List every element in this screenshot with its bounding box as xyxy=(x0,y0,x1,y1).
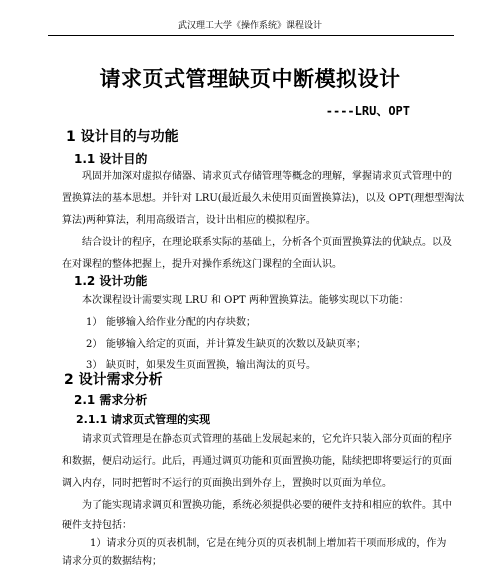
section-1-1-heading: 1.1 设计目的 xyxy=(74,152,148,166)
list-item-text: 缺页时，如果发生页面置换，输出淘汰的页号。 xyxy=(106,360,316,371)
document-subtitle: ----LRU、OPT xyxy=(325,104,410,118)
section-1-2-heading: 1.2 设计功能 xyxy=(74,274,148,288)
section-1-heading: 1 设计目的与功能 xyxy=(66,129,179,145)
section-2-1-heading: 2.1 需求分析 xyxy=(74,393,148,407)
list-item-text: 请求分页的数据结构； xyxy=(62,556,162,566)
list-item-text: 1）请求分页的页表机制，它是在纯分页的页表机制上增加若干项而形成的，作为 xyxy=(90,538,447,549)
list-item-text: 能够输入给作业分配的内存块数； xyxy=(106,317,256,328)
document-title: 请求页式管理缺页中断模拟设计 xyxy=(99,67,401,91)
list-item-number: 1） xyxy=(86,317,103,328)
paragraph-line: 结合设计的程序，在理论联系实际的基础上，分析各个页面置换算法的优缺点。以及 xyxy=(82,237,452,248)
paragraph-line: 调入内存，同时把暂时不运行的页面换出到外存上，置换时以页面为单位。 xyxy=(62,478,392,489)
paragraph-line: 硬件支持包括： xyxy=(62,520,132,531)
list-item-number: 2） xyxy=(86,339,103,350)
section-2-heading: 2 设计需求分析 xyxy=(64,372,163,388)
paragraph-line: 为了能实现请求调页和置换功能，系统必须提供必要的硬件支持和相应的软件。其中 xyxy=(82,500,452,511)
paragraph-line: 置换算法的基本思想。并针对 LRU(最近最久未使用页面置换算法)，以及 OPT(理想型淘汰 xyxy=(62,193,465,204)
list-item-text: 能够输入给定的页面，并计算发生缺页的次数以及缺页率； xyxy=(106,339,366,350)
header-rule xyxy=(48,35,454,36)
section-2-1-1-heading: 2.1.1 请求页式管理的实现 xyxy=(76,413,211,426)
paragraph-line: 在对课程的整体把握上，提升对操作系统这门课程的全面认识。 xyxy=(62,259,342,270)
paragraph-line: 本次课程设计需要实现 LRU 和 OPT 两种置换算法。能够实现以下功能： xyxy=(82,295,409,306)
paragraph-line: 算法)两种算法，利用高级语言，设计出相应的模拟程序。 xyxy=(62,215,316,226)
paragraph-line: 和数据，便启动运行。此后，再通过调页功能和页面置换功能，陆续把即将要运行的页面 xyxy=(62,456,452,467)
list-item-number: 3） xyxy=(86,360,103,371)
running-header: 武汉理工大学《操作系统》课程设计 xyxy=(177,21,322,31)
paragraph-line: 巩固并加深对虚拟存储器、请求页式存储管理等概念的理解，掌握请求页式管理中的 xyxy=(82,171,452,182)
paragraph-line: 请求页式管理是在静态页式管理的基础上发展起来的，它允许只装入部分页面的程序 xyxy=(82,434,452,445)
